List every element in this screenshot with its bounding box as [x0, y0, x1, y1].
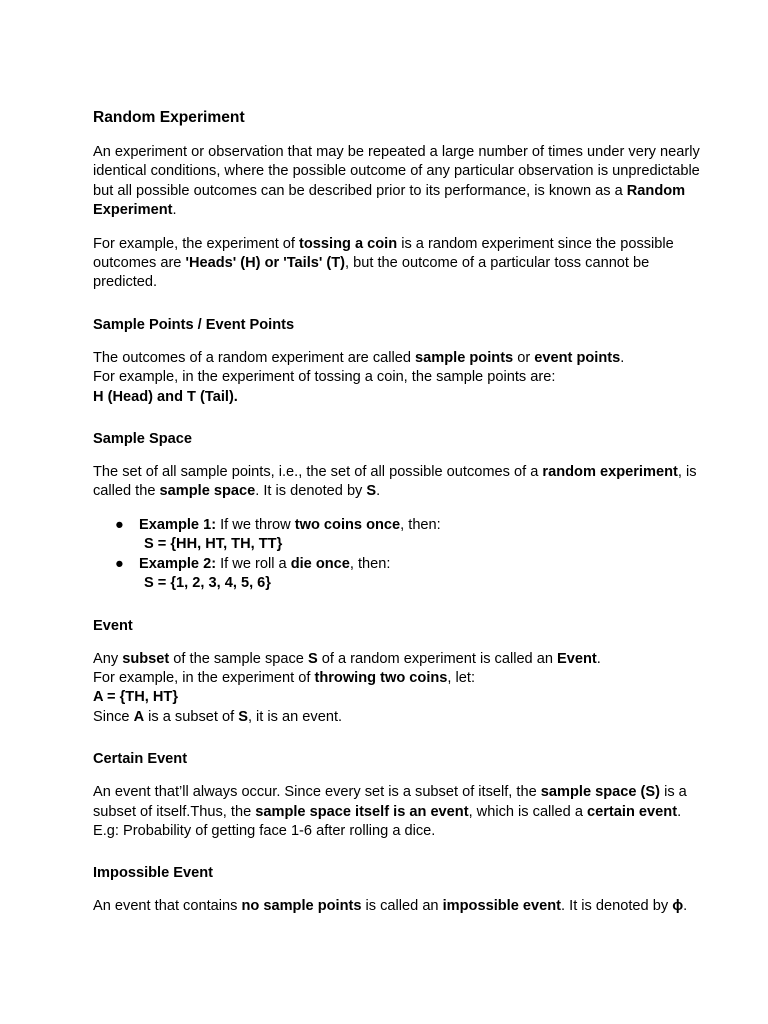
text-line: [93, 708, 703, 727]
bold-term: Random Experiment: [93, 182, 686, 219]
text-span: , it is an event.: [247, 708, 343, 725]
text-span: .: [683, 898, 688, 915]
text-span: An experiment or observation that may be repeated a large number of times under very nearly identical conditions, where the possible outcome of any particular observation is unpredictable but all possible outcomes can be described prior to its performance, is known as a: [93, 144, 700, 199]
paragraph-event: [93, 650, 703, 728]
set-notation: S = {1, 2, 3, 4, 5, 6}: [144, 575, 271, 592]
phi-symbol: ϕ: [672, 898, 684, 915]
bold-term: A: [133, 708, 145, 725]
paragraph-certain-event: [93, 783, 703, 841]
bold-term: S: [366, 483, 377, 500]
bold-term: Event: [557, 650, 597, 667]
text-span: , but the outcome of a particular toss cannot be predicted.: [93, 255, 650, 291]
text-line: [139, 516, 703, 535]
text-span: , which is called a: [468, 803, 588, 820]
paragraph-sample-points: [93, 349, 703, 407]
heading-impossible-event: Impossible Event: [93, 865, 214, 882]
bold-term: random experiment: [542, 464, 678, 481]
heading-event: Event: [93, 617, 133, 634]
text-span: , then:: [400, 516, 441, 533]
text-line: [93, 650, 703, 669]
paragraph-coin-example: [93, 235, 703, 293]
bold-term: 'Heads' (H) or 'Tails' (T): [185, 255, 346, 272]
bold-term: event points: [534, 349, 621, 366]
text-span: For example, in the experiment of: [93, 669, 315, 686]
text-span: is a subset of itself.Thus, the: [93, 784, 687, 820]
bold-term: tossing a coin: [299, 235, 398, 252]
text-span: of a random experiment is called an: [317, 650, 558, 667]
bullet-icon: ●: [115, 516, 124, 533]
text-span: The set of all sample points, i.e., the set of all possible outcomes of a: [93, 464, 543, 481]
text-span: Since: [93, 708, 134, 725]
text-span: .: [596, 650, 601, 667]
bold-term: sample space (S): [540, 784, 661, 801]
text-span: is a random experiment since the possible outcomes are: [93, 235, 674, 272]
text-span: , is called the: [93, 464, 697, 500]
text-span: is a subset of: [144, 708, 239, 725]
example-list: [93, 516, 703, 594]
paragraph-impossible-event: [93, 897, 703, 916]
heading-sample-space: Sample Space: [93, 431, 192, 448]
text-line: [139, 555, 703, 574]
text-span: is called an: [361, 898, 443, 915]
bold-term: sample space itself is an event: [255, 803, 469, 820]
bold-line: H (Head) and T (Tail).: [93, 388, 238, 405]
text-span: For example, the experiment of: [93, 235, 300, 252]
bold-term: S: [238, 708, 248, 725]
text-span: of the sample space: [169, 650, 308, 667]
text-span: , then:: [349, 555, 391, 572]
text-span: The outcomes of a random experiment are called: [93, 349, 416, 366]
bold-term: sample points: [415, 349, 514, 366]
text-span: An event that’ll always occur. Since every set is a subset of itself, the: [93, 784, 541, 801]
text-span: .: [172, 202, 177, 219]
text-line: [93, 349, 703, 368]
set-notation: S = {HH, HT, TH, TT}: [144, 536, 283, 553]
text-span: , let:: [447, 669, 475, 686]
list-item-example-2: [93, 555, 703, 594]
set-notation: A = {TH, HT}: [93, 689, 179, 706]
document-page: [93, 108, 703, 931]
text-span: .: [376, 483, 381, 500]
heading-random-experiment: Random Experiment: [93, 109, 245, 126]
bold-term: throwing two coins: [314, 669, 448, 686]
bold-term: certain event: [587, 803, 678, 820]
bullet-icon: ●: [115, 555, 124, 572]
paragraph-random-experiment-definition: [93, 143, 703, 221]
text-line: [93, 669, 703, 688]
heading-certain-event: Certain Event: [93, 751, 188, 768]
bold-term: S: [307, 650, 318, 667]
bold-term: sample space: [159, 483, 256, 500]
bold-term: Example 2:: [139, 555, 217, 572]
text-span: . It is denoted by: [561, 898, 673, 915]
text-span: . E.g: Probability of getting face 1-6 after rolling a dice.: [93, 803, 682, 839]
text-span: Any: [93, 650, 123, 667]
text-span: .: [620, 349, 625, 366]
text-span: . It is denoted by: [255, 483, 367, 500]
text-span: If we roll a: [216, 555, 291, 572]
bold-term: Example 1:: [139, 516, 217, 533]
text-line: For example, in the experiment of tossing a coin, the sample points are:: [93, 369, 556, 386]
paragraph-sample-space: [93, 463, 703, 502]
bold-term: impossible event: [442, 898, 562, 915]
heading-sample-points: Sample Points / Event Points: [93, 316, 295, 333]
text-span: If we throw: [216, 516, 295, 533]
bold-term: two coins once: [294, 516, 401, 533]
text-span: or: [513, 349, 535, 366]
bold-term: no sample points: [241, 898, 362, 915]
text-span: An event that contains: [93, 898, 242, 915]
list-item-example-1: [93, 516, 703, 555]
bold-term: die once: [290, 555, 350, 572]
bold-term: subset: [122, 650, 170, 667]
